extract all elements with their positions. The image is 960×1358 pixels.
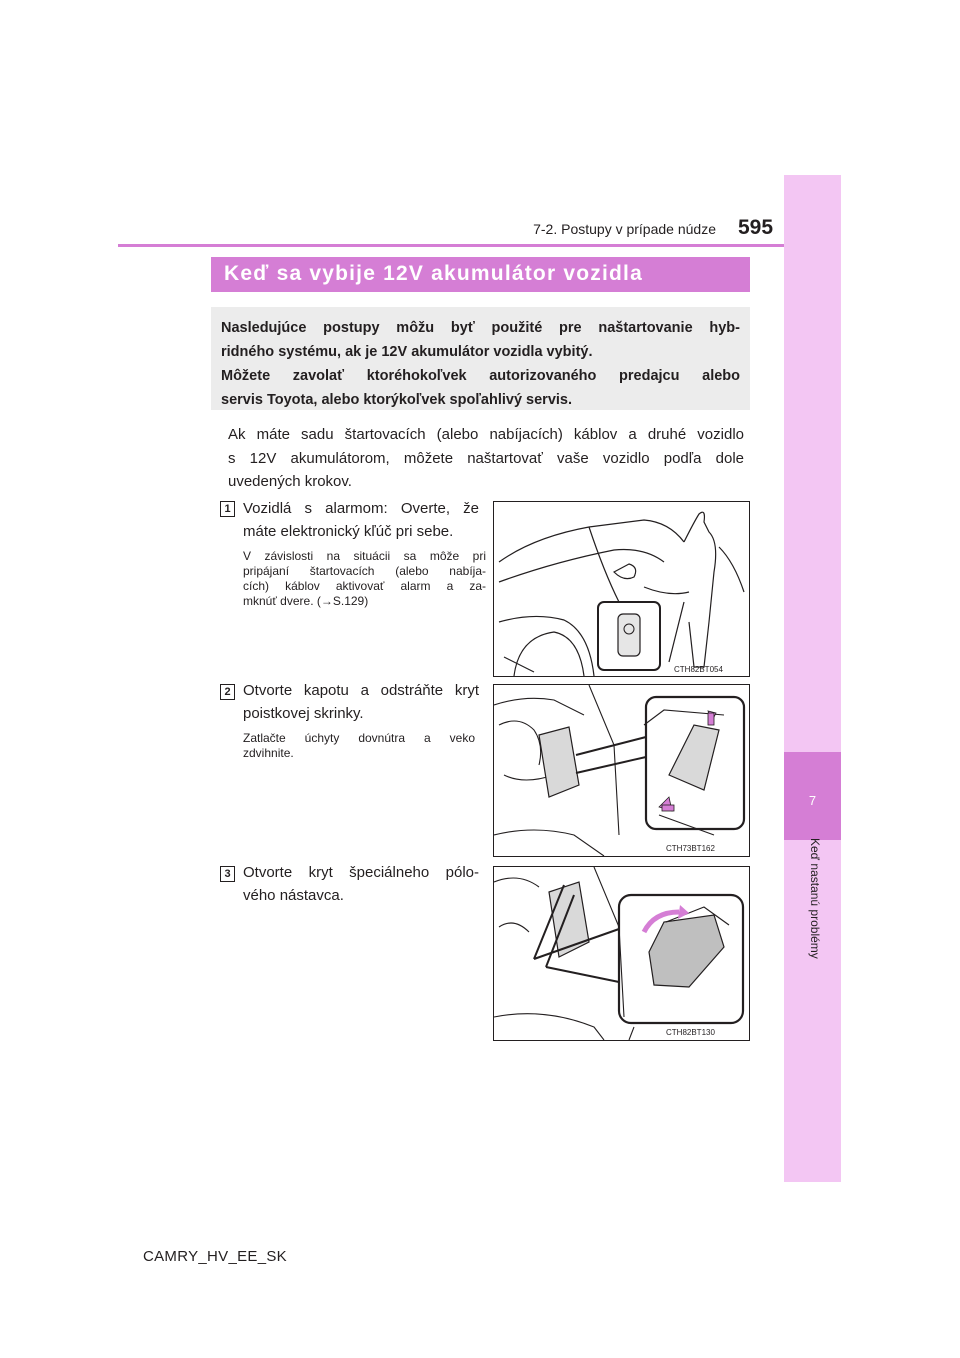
section-title: 7-2. Postupy v prípade núdze xyxy=(533,221,716,237)
chapter-label: Keď nastanú problémy xyxy=(808,838,822,959)
illustration-fuse-box xyxy=(493,684,750,857)
step-2-text: Otvorte kapotu a odstráňte kryt poistkovej skrinky. xyxy=(243,682,479,722)
body-paragraph xyxy=(228,423,744,494)
chapter-number: 7 xyxy=(808,793,817,808)
body-line: uvedených krokov. xyxy=(228,473,352,490)
intro-line: servis Toyota, alebo ktorýkoľvek spoľahlivý servis. xyxy=(221,392,573,408)
intro-line: Nasledujúce postupy môžu byť použité pre naštartovanie hyb- xyxy=(221,320,740,336)
intro-line: ridného systému, ak je 12V akumulátor vozidla vybitý. xyxy=(221,344,593,360)
car-person-drawing xyxy=(494,502,749,676)
header-rule xyxy=(118,244,784,247)
illustration-terminal-cover xyxy=(493,866,750,1041)
step-1-note: V závislosti na situácii sa môže pri pripájaní štartovacích (alebo nabíja- cích) káblov aktivovať alarm a za- mknúť dvere. (→S.129) xyxy=(243,549,486,608)
battery-terminal-drawing xyxy=(494,867,749,1040)
footer-doc-code: CAMRY_HV_EE_SK xyxy=(143,1248,287,1265)
figure-code: CTH82BT054 xyxy=(674,665,723,674)
illustration-key-check xyxy=(493,501,750,677)
step-3-text: Otvorte kryt špeciálneho pólo- vého nástavca. xyxy=(243,864,479,904)
body-line: Ak máte sadu štartovacích (alebo nabíjacích) káblov a druhé vozidlo xyxy=(228,426,744,443)
figure-code: CTH73BT162 xyxy=(666,844,715,853)
engine-bay-drawing xyxy=(494,685,749,856)
step-2-note: Zatlačte úchyty dovnútra a veko zdvihnite. xyxy=(243,731,475,760)
step-1-badge: 1 xyxy=(220,501,235,517)
intro-line: Môžete zavolať ktoréhokoľvek autorizovaného predajcu alebo xyxy=(221,368,740,384)
page-title: Keď sa vybije 12V akumulátor vozidla xyxy=(224,262,643,285)
step-1-text: Vozidlá s alarmom: Overte, že máte elektronický kľúč pri sebe. xyxy=(243,500,479,540)
body-line: s 12V akumulátorom, môžete naštartovať vaše vozidlo podľa dole xyxy=(228,449,744,467)
figure-code: CTH82BT130 xyxy=(666,1028,715,1037)
step-3-badge: 3 xyxy=(220,866,235,882)
chapter-side-tab xyxy=(784,175,841,1182)
intro-box xyxy=(211,307,750,410)
step-2-badge: 2 xyxy=(220,684,235,700)
page-number: 595 xyxy=(738,216,774,239)
